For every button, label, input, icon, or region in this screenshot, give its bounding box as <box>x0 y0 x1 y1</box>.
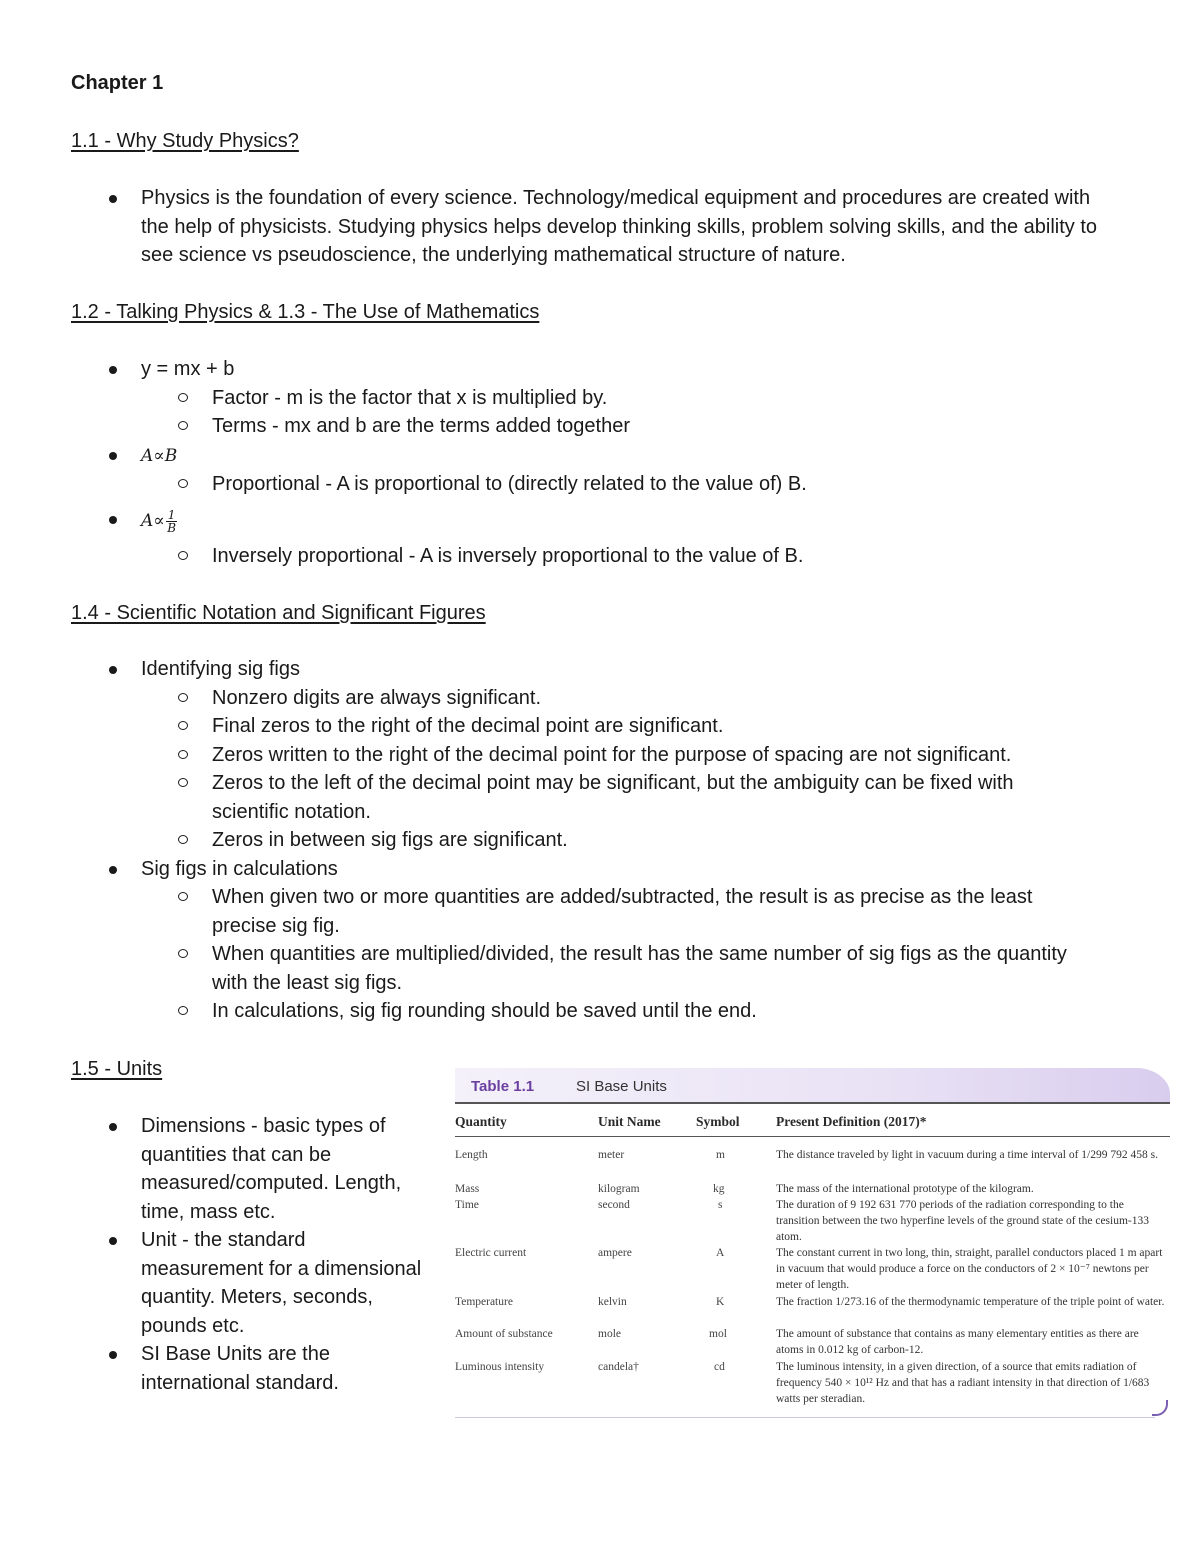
heading-sig-figs: 1.4 - Scientific Notation and Significant Figures <box>71 602 486 624</box>
section-why-study-physics <box>71 184 1151 270</box>
table-header-quantity: Quantity <box>455 1114 507 1129</box>
section-math <box>71 355 1151 570</box>
bullet-text: In calculations, sig fig rounding should be saved until the end. <box>212 1000 757 1022</box>
list-item <box>71 412 1151 441</box>
table-cell-symbol: K <box>716 1296 725 1308</box>
bullet-dot-icon <box>109 866 117 874</box>
fraction-denominator: B <box>167 520 177 535</box>
bullet-circle-icon <box>178 693 188 702</box>
table-rule-top <box>455 1102 1170 1104</box>
bullet-circle-icon <box>178 892 188 901</box>
bullet-dot-icon <box>109 516 117 524</box>
bullet-dot-icon <box>109 1123 117 1131</box>
bullet-text: SI Base Units are the international standard. <box>141 1343 339 1394</box>
list-item <box>71 441 1151 471</box>
bullet-text: Sig figs in calculations <box>141 857 338 880</box>
list-item <box>71 355 1151 384</box>
equation-proportional: A∝B <box>141 445 178 466</box>
list-item <box>71 1340 431 1397</box>
list-item <box>71 769 1151 826</box>
bullet-text: Physics is the foundation of every science. Technology/medical equipment and procedures are created with the help of physicists. Studying physics helps develop thinking skills, problem solving skills, and the ability to see science vs pseudoscience, the underlying mathematical structure of nature. <box>141 187 1098 266</box>
bullet-circle-icon <box>178 835 188 844</box>
table-cell-unit: second <box>598 1199 630 1211</box>
bullet-text: Nonzero digits are always significant. <box>212 686 542 709</box>
si-base-units-table <box>455 1068 1170 1418</box>
table-corner-decoration <box>1152 1400 1168 1416</box>
bullet-text: Factor - m is the factor that x is multiplied by. <box>212 386 608 409</box>
table-cell-quantity: Mass <box>455 1183 480 1195</box>
bullet-circle-icon <box>178 721 188 730</box>
bullet-text: Terms - mx and b are the terms added together <box>212 415 630 437</box>
list-item <box>71 384 1151 413</box>
bullet-dot-icon <box>109 195 117 203</box>
bullet-text: When quantities are multiplied/divided, the result has the same number of sig figs as the quantity with the least sig figs. <box>212 943 1067 994</box>
bullet-circle-icon <box>178 393 188 402</box>
bullet-text: Identifying sig figs <box>141 658 300 680</box>
table-cell-definition: The constant current in two long, thin, straight, parallel conductors placed 1 m apart in vacuum that would produce a force on the conductors of 2 × 10⁻⁷ newtons per meter of length. <box>776 1247 1163 1291</box>
heading-talking-physics: 1.2 - Talking Physics & 1.3 - The Use of Mathematics <box>71 301 540 323</box>
table-cell-unit: meter <box>598 1149 625 1161</box>
heading-units: 1.5 - Units <box>71 1058 163 1080</box>
list-item <box>71 684 1151 713</box>
table-cell-unit: kelvin <box>598 1296 627 1308</box>
table-title-band <box>455 1068 1170 1102</box>
list-item <box>71 940 1151 997</box>
list-item <box>71 997 1151 1026</box>
bullet-dot-icon <box>109 366 117 374</box>
bullet-circle-icon <box>178 551 188 560</box>
bullet-text: When given two or more quantities are added/subtracted, the result is as precise as the least precise sig fig. <box>212 886 1033 937</box>
bullet-dot-icon <box>109 1237 117 1245</box>
bullet-circle-icon <box>178 778 188 787</box>
list-item <box>71 1226 431 1340</box>
table-cell-symbol: A <box>716 1247 725 1259</box>
bullet-dot-icon <box>109 452 117 460</box>
table-rule-header <box>455 1136 1170 1137</box>
table-cell-quantity: Time <box>455 1199 479 1211</box>
fraction-numerator: 1 <box>167 507 176 522</box>
list-item <box>71 655 1151 684</box>
bullet-circle-icon <box>178 1006 188 1015</box>
list-item <box>71 741 1151 770</box>
table-cell-definition: The luminous intensity, in a given direction, of a source that emits radiation of frequency 540 × 10¹² Hz and that has a radiant intensity in that direction of 1/683 watts per steradian. <box>776 1361 1150 1405</box>
table-title: SI Base Units <box>576 1078 667 1095</box>
bullet-circle-icon <box>178 750 188 759</box>
table-cell-symbol: kg <box>713 1183 725 1195</box>
table-cell-symbol: s <box>718 1199 723 1211</box>
table-cell-definition: The duration of 9 192 631 770 periods of the radiation corresponding to the transition between the two hyperfine levels of the ground state of the cesium-133 atom. <box>776 1199 1150 1243</box>
list-item <box>71 826 1151 855</box>
bullet-text: Unit - the standard measurement for a dimensional quantity. Meters, seconds, pounds etc. <box>141 1229 422 1337</box>
table-cell-quantity: Length <box>455 1149 488 1161</box>
bullet-dot-icon <box>109 1351 117 1359</box>
list-item <box>71 1112 431 1226</box>
section-units <box>71 1112 431 1397</box>
bullet-circle-icon <box>178 479 188 488</box>
table-cell-unit: mole <box>598 1328 621 1340</box>
table-cell-definition: The mass of the international prototype of the kilogram. <box>776 1183 1034 1195</box>
table-rule-bottom <box>455 1417 1155 1418</box>
table-cell-definition: The distance traveled by light in vacuum during a time interval of 1/299 792 458 s. <box>776 1149 1158 1161</box>
chapter-title: Chapter 1 <box>71 72 164 94</box>
list-item <box>71 542 1151 571</box>
equation-inverse <box>141 507 177 535</box>
list-item <box>71 855 1151 884</box>
table-header-definition: Present Definition (2017)* <box>776 1114 927 1129</box>
bullet-circle-icon <box>178 949 188 958</box>
table-cell-definition: The fraction 1/273.16 of the thermodynamic temperature of the triple point of water. <box>776 1296 1165 1308</box>
equation-inverse-left: A∝ <box>141 510 165 531</box>
table-cell-quantity: Amount of substance <box>455 1328 553 1340</box>
table-cell-unit: ampere <box>598 1247 632 1259</box>
table-cell-unit: kilogram <box>598 1183 640 1195</box>
section-sig-figs <box>71 655 1151 1026</box>
bullet-text: Zeros in between sig figs are significant. <box>212 829 568 851</box>
table-header-symbol: Symbol <box>696 1114 740 1129</box>
table-cell-symbol: mol <box>709 1328 727 1340</box>
list-item <box>71 184 1151 270</box>
bullet-text: Final zeros to the right of the decimal point are significant. <box>212 715 724 737</box>
fraction <box>166 509 178 534</box>
bullet-text: Inversely proportional - A is inversely proportional to the value of B. <box>212 544 804 567</box>
table-cell-quantity: Temperature <box>455 1296 513 1308</box>
bullet-text: Zeros written to the right of the decimal point for the purpose of spacing are not significant. <box>212 743 1012 766</box>
table-cell-quantity: Electric current <box>455 1247 527 1259</box>
table-header-unit: Unit Name <box>598 1114 661 1129</box>
table-cell-quantity: Luminous intensity <box>455 1361 545 1373</box>
table-cell-unit: candela† <box>598 1361 639 1373</box>
list-item <box>71 883 1151 940</box>
list-item <box>71 499 1151 542</box>
table-cell-definition: The amount of substance that contains as many elementary entities as there are atoms in 0.012 kg of carbon-12. <box>776 1328 1139 1356</box>
bullet-text: Zeros to the left of the decimal point may be significant, but the ambiguity can be fixed with scientific notation. <box>212 772 1014 823</box>
table-cell-symbol: cd <box>714 1361 725 1373</box>
list-item <box>71 712 1151 741</box>
bullet-text: Dimensions - basic types of quantities that can be measured/computed. Length, time, mass etc. <box>141 1115 402 1223</box>
bullet-circle-icon <box>178 421 188 430</box>
table-cell-symbol: m <box>716 1149 725 1161</box>
list-item <box>71 470 1151 499</box>
bullet-dot-icon <box>109 666 117 674</box>
bullet-text: Proportional - A is proportional to (directly related to the value of) B. <box>212 473 807 495</box>
table-label: Table 1.1 <box>471 1078 535 1095</box>
heading-why-study-physics: 1.1 - Why Study Physics? <box>71 130 299 152</box>
equation-linear: y = mx + b <box>141 358 235 380</box>
